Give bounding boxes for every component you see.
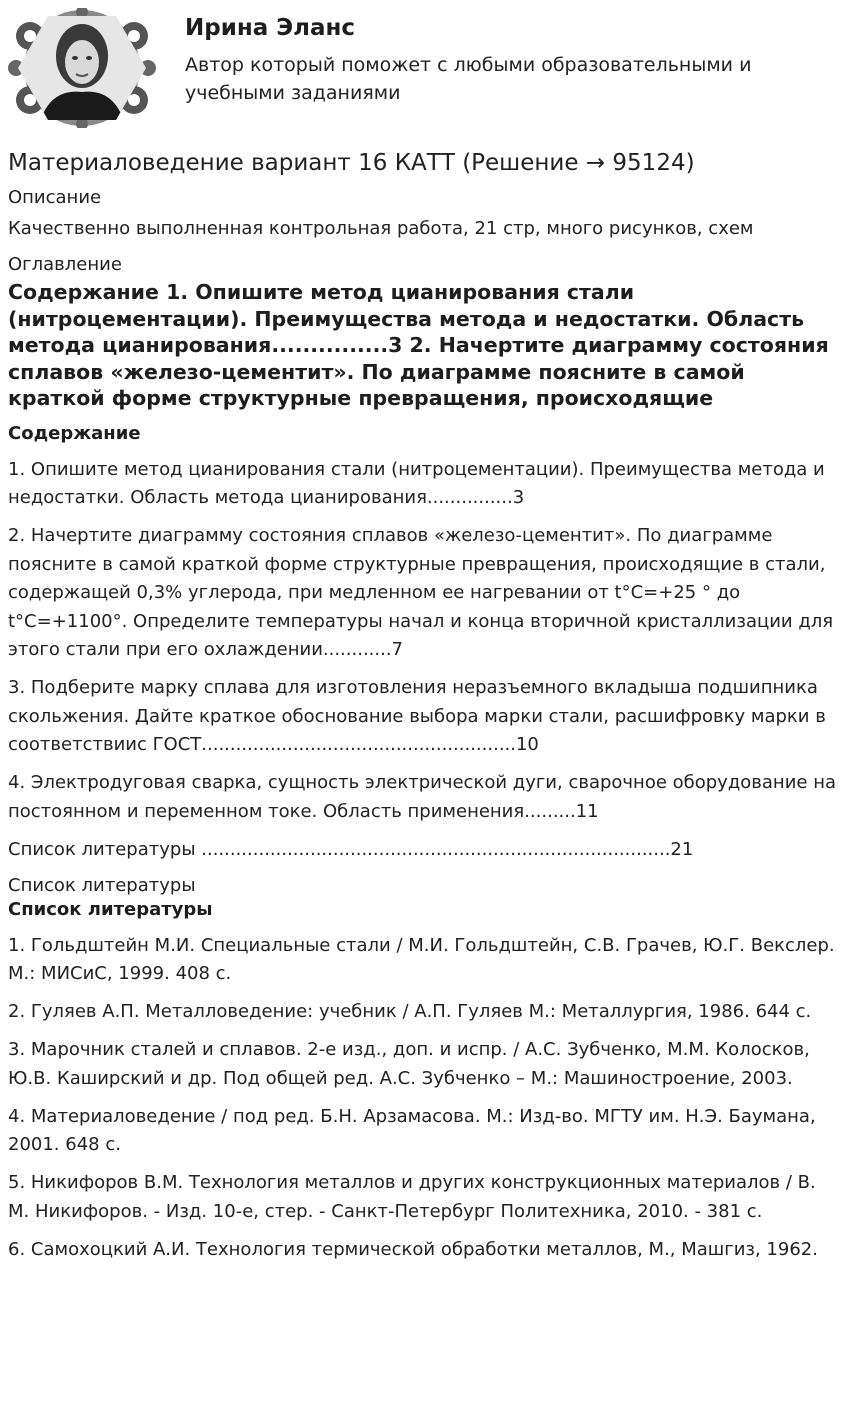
reference-item: 4. Материаловедение / под ред. Б.Н. Арзамасова. М.: Изд-во. МГТУ им. Н.Э. Баумана, 2001. 648 с. — [8, 1105, 816, 1155]
references-heading: Список литературы — [8, 898, 213, 920]
contents-item: Список литературы ..................................................................................21 — [8, 838, 694, 860]
author-description: Автор который поможет с любыми образовательными и учебными заданиями — [185, 54, 752, 104]
references-label: Список литературы — [8, 874, 196, 896]
reference-item: 6. Самохоцкий А.И. Технология термической обработки металлов, М., Машгиз, 1962. — [8, 1238, 818, 1260]
contents-heading: Содержание — [8, 422, 141, 444]
reference-item: 3. Марочник сталей и сплавов. 2-е изд., доп. и испр. / А.С. Зубченко, М.М. Колосков, Ю.В. Каширский и др. Под общей ред. А.С. Зубченко – М.: Машиностроение, 2003. — [8, 1039, 810, 1089]
page-title: Материаловедение вариант 16 КАТТ (Решение → 95124) — [8, 150, 695, 176]
toc-label: Оглавление — [8, 254, 122, 275]
contents-item: 2. Начертите диаграмму состояния сплавов «железо-цементит». По диаграмме поясните в самой краткой форме структурные превращения, происходящие в стали, содержащей 0,3% углерода, при медленном ее нагревании от t°C=+25 ° до t°C=+1100°. Определите температуры начал и конца вторичной кристаллизации для этого стали при его охлаждении............7 — [8, 525, 834, 660]
document-content — [8, 146, 839, 1274]
description-label: Описание — [8, 187, 102, 208]
toc-heading: Содержание 1. Опишите метод цианирования стали (нитроцементации). Преимущества метода и недостатки. Область метода цианирования...............3 2. Начертите диаграмму состояния сплавов «железо-цементит». По диаграмме поясните в самой краткой форме структурные превращения, происходящие — [8, 280, 829, 410]
contents-item: 4. Электродуговая сварка, сущность электрической дуги, сварочное оборудование на постоянном и переменном токе. Область применения.........11 — [8, 772, 836, 822]
reference-item: 5. Никифоров В.М. Технология металлов и других конструкционных материалов / В. М. Никифоров. - Изд. 10-е, стер. - Санкт-Петербург Политехника, 2010. - 381 с. — [8, 1172, 816, 1222]
reference-item: 2. Гуляев А.П. Металловедение: учебник / А.П. Гуляев М.: Металлургия, 1986. 644 с. — [8, 1001, 812, 1022]
contents-item: 1. Опишите метод цианирования стали (нитроцементации). Преимущества метода и недостатки. Область метода цианирования...............3 — [8, 458, 825, 508]
author-name: Ирина Эланс — [185, 15, 356, 41]
description-text: Качественно выполненная контрольная работа, 21 стр, много рисунков, схем — [8, 218, 754, 239]
reference-item: 1. Гольдштейн М.И. Специальные стали / М.И. Гольдштейн, С.В. Грачев, Ю.Г. Векслер. М.: МИСиС, 1999. 408 с. — [8, 934, 835, 984]
contents-item: 3. Подберите марку сплава для изготовления неразъемного вкладыша подшипника скольжения. Дайте краткое обоснование выбора марки стали, расшифровку марки в соответствиис ГОСТ.......................................................10 — [8, 677, 826, 755]
author-avatar — [8, 8, 156, 128]
author-card — [8, 8, 839, 128]
